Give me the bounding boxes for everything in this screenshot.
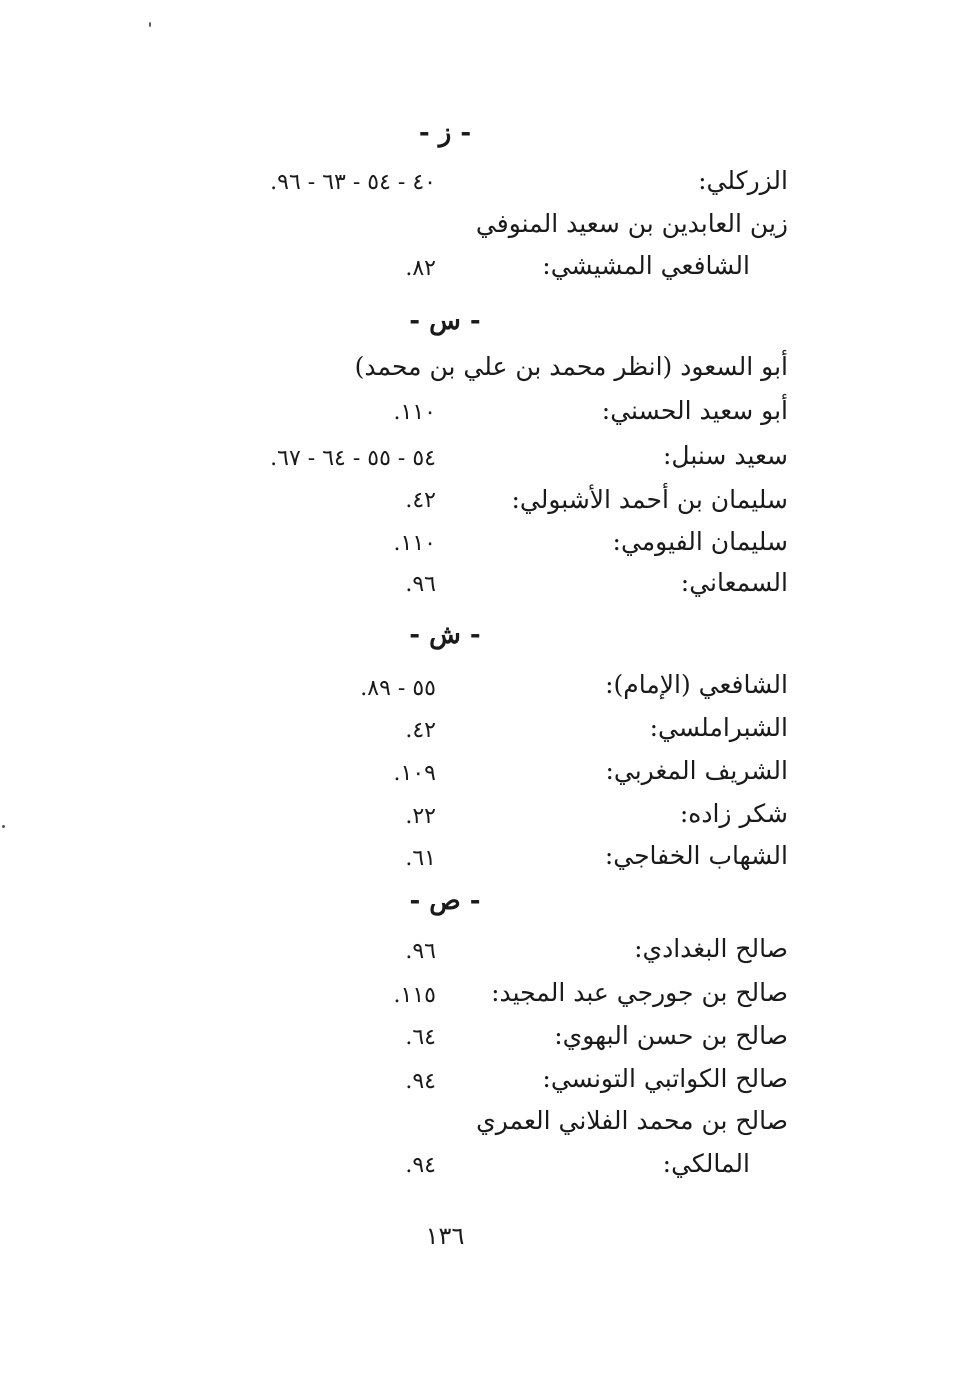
index-entry-pages: ٩٦. (405, 572, 436, 597)
page-number: ١٣٦ (425, 1222, 465, 1250)
scan-speck (2, 825, 5, 828)
index-entry-name: صالح الكواتبي التونسي: (542, 1064, 788, 1093)
index-entry-name: أبو سعيد الحسني: (601, 396, 788, 425)
index-entry-name: سليمان بن أحمد الأشبولي: (511, 485, 788, 514)
index-entry-pages: ٩٦. (405, 939, 436, 964)
index-entry-name: الشريف المغربي: (605, 756, 788, 785)
scan-speck (149, 22, 151, 27)
index-entry-name: صالح بن محمد الفلاني العمري (476, 1106, 788, 1135)
index-entry-name: شكر زاده: (679, 799, 788, 828)
index-entry-pages: ٦١. (405, 846, 436, 871)
section-heading-zay: - ز - (418, 118, 472, 148)
index-entry-name: أبو السعود (انظر محمد بن علي بن محمد) (354, 352, 788, 381)
index-entry-pages: ١١٠. (393, 400, 436, 425)
index-entry-pages: ٥٤ - ٥٥ - ٦٤ - ٦٧. (270, 446, 436, 471)
index-entry-name: صالح بن جورجي عبد المجيد: (491, 978, 788, 1007)
index-entry-pages: ١٠٩. (393, 761, 436, 786)
index-entry-name: الشافعي المشيشي: (542, 251, 750, 280)
index-entry-pages: ٥٥ - ٨٩. (360, 676, 436, 701)
index-entry-name: صالح البغدادي: (634, 934, 788, 963)
section-heading-sheen: - ش - (409, 620, 481, 650)
index-entry-name: صالح بن حسن البهوي: (554, 1021, 788, 1050)
section-heading-seen: - س - (409, 306, 481, 336)
index-entry-name: الزركلي: (698, 166, 788, 195)
index-entry-name: سعيد سنبل: (662, 441, 788, 470)
index-entry-pages: ٤٠ - ٥٤ - ٦٣ - ٩٦. (270, 170, 436, 195)
index-entry-pages: ٤٢. (405, 488, 436, 513)
index-entry-name: سليمان الفيومي: (612, 527, 788, 556)
index-entry-pages: ٨٢. (405, 256, 436, 281)
index-entry-name: الشهاب الخفاجي: (604, 841, 788, 870)
index-entry-pages: ١١٥. (393, 983, 436, 1008)
index-entry-name: الشبراملسي: (649, 713, 788, 742)
index-entry-pages: ٦٤. (405, 1025, 436, 1050)
index-entry-pages: ٤٢. (405, 718, 436, 743)
index-entry-name: المالكي: (662, 1149, 750, 1178)
index-entry-name: السمعاني: (680, 568, 788, 597)
index-entry-pages: ٩٤. (405, 1153, 436, 1178)
index-entry-name: الشافعي (الإمام): (605, 670, 788, 699)
section-heading-sad: - ص - (409, 886, 481, 916)
index-entry-pages: ٢٢. (405, 804, 436, 829)
index-entry-pages: ٩٤. (405, 1069, 436, 1094)
index-entry-name: زين العابدين بن سعيد المنوفي (475, 209, 788, 238)
index-entry-pages: ١١٠. (393, 531, 436, 556)
